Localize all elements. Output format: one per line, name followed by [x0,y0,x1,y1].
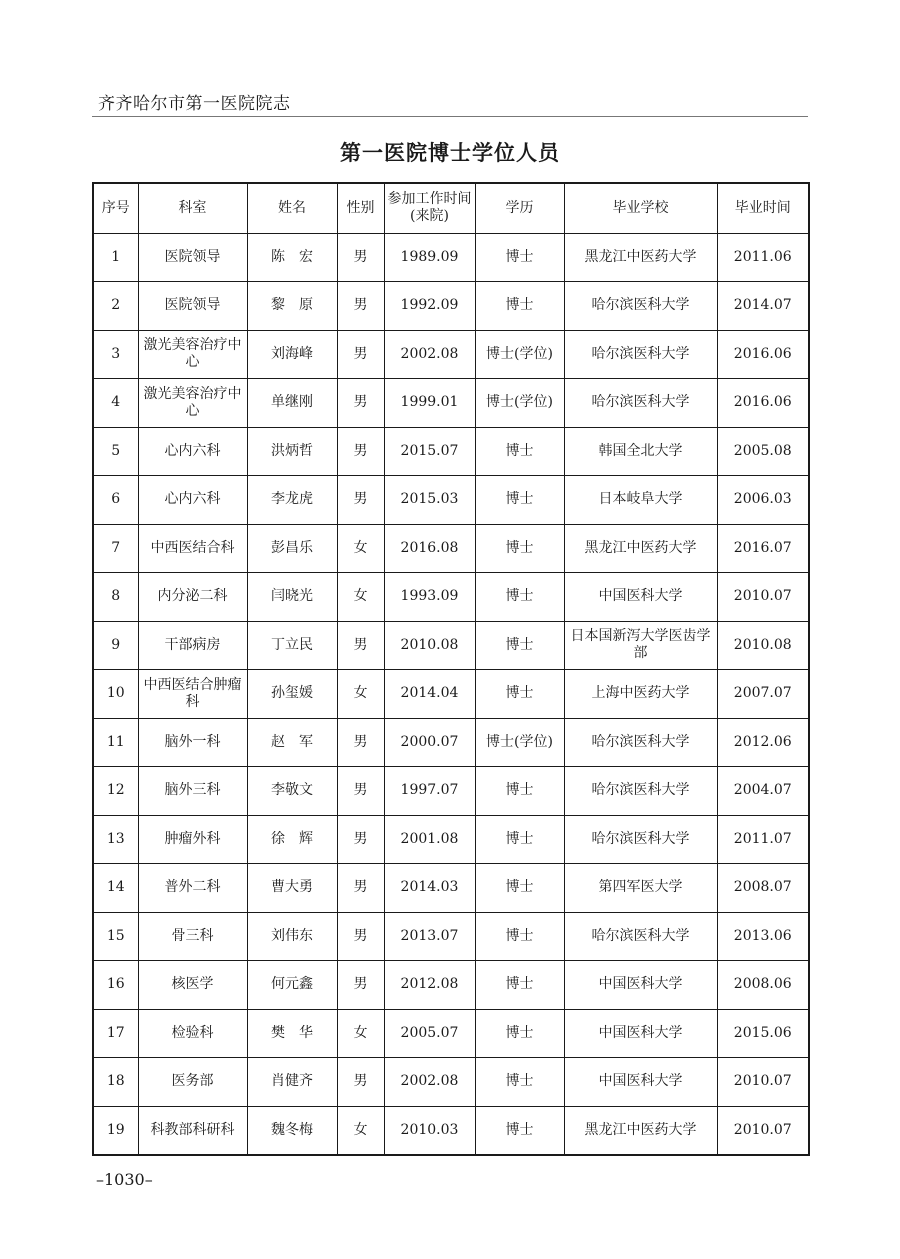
cell-gender: 男 [337,961,384,1010]
table-row [93,330,809,379]
cell-school: 哈尔滨医科大学 [564,379,717,428]
cell-index: 3 [93,330,138,379]
table-row [93,233,809,282]
cell-degree: 博士 [475,1106,564,1155]
cell-school: 中国医科大学 [564,961,717,1010]
cell-school: 哈尔滨医科大学 [564,718,717,767]
cell-degree: 博士 [475,573,564,622]
cell-department: 激光美容治疗中心 [138,330,247,379]
table-row [93,524,809,573]
cell-name: 洪炳哲 [247,427,337,476]
column-header-school: 毕业学校 [564,183,717,233]
cell-graduation-date: 2016.07 [717,524,809,573]
cell-name: 徐 辉 [247,815,337,864]
cell-department: 医务部 [138,1058,247,1107]
cell-name: 李龙虎 [247,476,337,525]
cell-name: 闫晓光 [247,573,337,622]
cell-school: 日本岐阜大学 [564,476,717,525]
cell-gender: 女 [337,524,384,573]
cell-index: 1 [93,233,138,282]
cell-name: 曹大勇 [247,864,337,913]
cell-index: 10 [93,670,138,719]
cell-start-date: 2001.08 [384,815,475,864]
cell-start-date: 2002.08 [384,1058,475,1107]
cell-degree: 博士 [475,476,564,525]
cell-gender: 男 [337,621,384,670]
cell-start-date: 2015.03 [384,476,475,525]
cell-degree: 博士 [475,767,564,816]
cell-department: 心内六科 [138,476,247,525]
cell-start-date: 2015.07 [384,427,475,476]
cell-start-date: 1993.09 [384,573,475,622]
cell-name: 刘伟东 [247,912,337,961]
cell-degree: 博士 [475,524,564,573]
cell-index: 12 [93,767,138,816]
cell-name: 彭昌乐 [247,524,337,573]
column-header-gender: 性别 [337,183,384,233]
cell-name: 黎 原 [247,282,337,331]
cell-department: 脑外三科 [138,767,247,816]
cell-department: 检验科 [138,1009,247,1058]
table-row [93,1058,809,1107]
cell-name: 丁立民 [247,621,337,670]
cell-graduation-date: 2005.08 [717,427,809,476]
cell-school: 黑龙江中医药大学 [564,233,717,282]
cell-gender: 男 [337,1058,384,1107]
doctorate-staff-table [92,182,810,1156]
table-row [93,573,809,622]
cell-gender: 男 [337,282,384,331]
cell-start-date: 1997.07 [384,767,475,816]
cell-name: 魏冬梅 [247,1106,337,1155]
cell-department: 脑外一科 [138,718,247,767]
cell-school: 哈尔滨医科大学 [564,330,717,379]
table-row [93,476,809,525]
cell-index: 17 [93,1009,138,1058]
cell-start-date: 1999.01 [384,379,475,428]
cell-graduation-date: 2013.06 [717,912,809,961]
column-header-index: 序号 [93,183,138,233]
cell-degree: 博士 [475,282,564,331]
cell-school: 哈尔滨医科大学 [564,815,717,864]
cell-degree: 博士 [475,1058,564,1107]
cell-school: 哈尔滨医科大学 [564,282,717,331]
cell-gender: 女 [337,573,384,622]
cell-degree: 博士(学位) [475,330,564,379]
cell-gender: 男 [337,233,384,282]
cell-graduation-date: 2011.07 [717,815,809,864]
running-head: 齐齐哈尔市第一医院院志 [98,94,291,114]
cell-index: 2 [93,282,138,331]
cell-start-date: 1989.09 [384,233,475,282]
cell-index: 11 [93,718,138,767]
cell-graduation-date: 2012.06 [717,718,809,767]
cell-graduation-date: 2010.07 [717,1058,809,1107]
cell-degree: 博士(学位) [475,379,564,428]
cell-graduation-date: 2006.03 [717,476,809,525]
cell-degree: 博士 [475,912,564,961]
cell-graduation-date: 2010.08 [717,621,809,670]
column-header-name: 姓名 [247,183,337,233]
table-row [93,1009,809,1058]
cell-school: 日本国新泻大学医齿学部 [564,621,717,670]
cell-graduation-date: 2008.06 [717,961,809,1010]
cell-index: 14 [93,864,138,913]
table-row [93,864,809,913]
cell-name: 何元鑫 [247,961,337,1010]
cell-department: 中西医结合科 [138,524,247,573]
cell-index: 15 [93,912,138,961]
cell-name: 肖健齐 [247,1058,337,1107]
cell-gender: 男 [337,427,384,476]
cell-name: 刘海峰 [247,330,337,379]
cell-start-date: 2005.07 [384,1009,475,1058]
cell-name: 樊 华 [247,1009,337,1058]
cell-department: 核医学 [138,961,247,1010]
table-row [93,767,809,816]
page-title: 第一医院博士学位人员 [340,141,560,165]
cell-start-date: 2016.08 [384,524,475,573]
cell-school: 哈尔滨医科大学 [564,767,717,816]
cell-index: 7 [93,524,138,573]
cell-school: 中国医科大学 [564,1009,717,1058]
cell-start-date: 1992.09 [384,282,475,331]
cell-graduation-date: 2007.07 [717,670,809,719]
cell-department: 激光美容治疗中心 [138,379,247,428]
cell-department: 内分泌二科 [138,573,247,622]
cell-start-date: 2010.03 [384,1106,475,1155]
table-header-row [93,183,809,233]
cell-degree: 博士(学位) [475,718,564,767]
cell-department: 科教部科研科 [138,1106,247,1155]
cell-name: 孙玺媛 [247,670,337,719]
cell-gender: 男 [337,718,384,767]
cell-start-date: 2012.08 [384,961,475,1010]
cell-school: 中国医科大学 [564,573,717,622]
cell-index: 5 [93,427,138,476]
cell-gender: 男 [337,767,384,816]
cell-gender: 男 [337,815,384,864]
cell-name: 单继刚 [247,379,337,428]
cell-gender: 女 [337,1106,384,1155]
cell-degree: 博士 [475,815,564,864]
cell-index: 9 [93,621,138,670]
cell-degree: 博士 [475,233,564,282]
page-number: –1030– [96,1170,153,1189]
table-row [93,961,809,1010]
cell-gender: 男 [337,864,384,913]
cell-index: 16 [93,961,138,1010]
column-header-graduation-date: 毕业时间 [717,183,809,233]
cell-degree: 博士 [475,670,564,719]
cell-index: 19 [93,1106,138,1155]
cell-department: 骨三科 [138,912,247,961]
cell-graduation-date: 2016.06 [717,379,809,428]
cell-school: 哈尔滨医科大学 [564,912,717,961]
cell-department: 心内六科 [138,427,247,476]
cell-start-date: 2002.08 [384,330,475,379]
table-row [93,815,809,864]
cell-school: 中国医科大学 [564,1058,717,1107]
cell-graduation-date: 2015.06 [717,1009,809,1058]
cell-name: 陈 宏 [247,233,337,282]
cell-start-date: 2014.03 [384,864,475,913]
cell-department: 中西医结合肿瘤科 [138,670,247,719]
table-row [93,621,809,670]
column-header-department: 科室 [138,183,247,233]
cell-school: 黑龙江中医药大学 [564,1106,717,1155]
cell-gender: 男 [337,912,384,961]
cell-start-date: 2010.08 [384,621,475,670]
cell-degree: 博士 [475,427,564,476]
cell-school: 韩国全北大学 [564,427,717,476]
cell-gender: 女 [337,670,384,719]
cell-gender: 女 [337,1009,384,1058]
cell-index: 6 [93,476,138,525]
cell-graduation-date: 2014.07 [717,282,809,331]
table-row [93,1106,809,1155]
cell-index: 4 [93,379,138,428]
cell-school: 上海中医药大学 [564,670,717,719]
cell-graduation-date: 2010.07 [717,1106,809,1155]
column-header-degree: 学历 [475,183,564,233]
cell-start-date: 2014.04 [384,670,475,719]
cell-school: 第四军医大学 [564,864,717,913]
table-row [93,427,809,476]
table-row [93,282,809,331]
cell-department: 干部病房 [138,621,247,670]
cell-graduation-date: 2008.07 [717,864,809,913]
cell-graduation-date: 2016.06 [717,330,809,379]
cell-degree: 博士 [475,961,564,1010]
table-row [93,718,809,767]
cell-start-date: 2013.07 [384,912,475,961]
cell-gender: 男 [337,379,384,428]
cell-department: 肿瘤外科 [138,815,247,864]
column-header-start-date: 参加工作时间(来院) [384,183,475,233]
cell-graduation-date: 2011.06 [717,233,809,282]
cell-index: 13 [93,815,138,864]
cell-department: 医院领导 [138,282,247,331]
cell-degree: 博士 [475,621,564,670]
cell-start-date: 2000.07 [384,718,475,767]
cell-index: 8 [93,573,138,622]
cell-department: 普外二科 [138,864,247,913]
cell-index: 18 [93,1058,138,1107]
cell-degree: 博士 [475,864,564,913]
cell-name: 赵 军 [247,718,337,767]
cell-gender: 男 [337,330,384,379]
cell-degree: 博士 [475,1009,564,1058]
cell-graduation-date: 2004.07 [717,767,809,816]
table-row [93,379,809,428]
cell-name: 李敬文 [247,767,337,816]
cell-gender: 男 [337,476,384,525]
cell-department: 医院领导 [138,233,247,282]
cell-school: 黑龙江中医药大学 [564,524,717,573]
cell-graduation-date: 2010.07 [717,573,809,622]
table-row [93,670,809,719]
header-rule [92,116,808,117]
table-row [93,912,809,961]
